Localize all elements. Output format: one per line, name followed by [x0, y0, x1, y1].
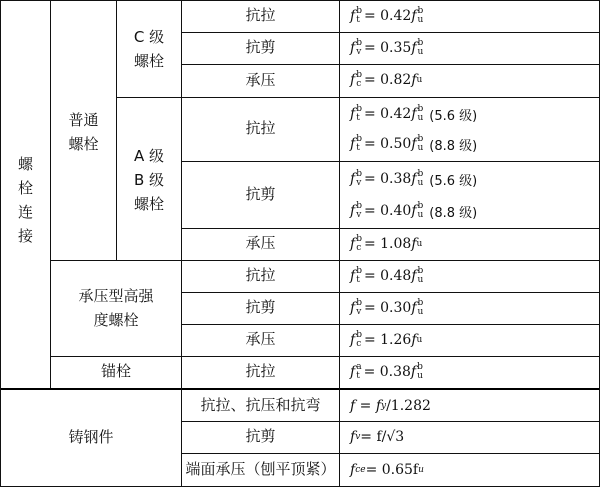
formula-cell: f b v = 0.40 f b u (8.8 级) — [350, 201, 478, 221]
ab-grade-bolt-label: A 级 B 级 螺栓 — [133, 147, 165, 213]
bolt-connection-label: 螺 栓 连 接 — [17, 155, 33, 245]
formula-cell: f b t = 0.48 f b u — [350, 266, 424, 285]
formula-cell: f b c = 1.08 f u — [350, 234, 423, 253]
type-cell: 抗剪 — [245, 38, 276, 57]
formula-cell: f b c = 1.26 f u — [350, 330, 423, 349]
type-cell: 抗拉 — [245, 119, 276, 138]
type-cell: 承压 — [245, 330, 276, 349]
type-cell: 抗拉 — [245, 266, 276, 285]
formula-cell: f a t = 0.38 f b u — [350, 362, 423, 381]
formula-cell: f b v = 0.30 f b u — [350, 298, 424, 317]
type-cell: 抗剪 — [245, 427, 276, 446]
type-cell: 抗拉 — [245, 362, 276, 381]
c-grade-bolt-label: C 级 螺栓 — [133, 28, 165, 70]
formula-cell: f = f y /1.282 — [350, 398, 431, 414]
type-cell: 抗拉 — [245, 6, 276, 25]
formula-cell: f b t = 0.42 f b u — [350, 6, 424, 25]
type-cell: 承压 — [245, 70, 276, 89]
type-cell: 抗剪 — [245, 298, 276, 317]
ordinary-bolt-label: 普通 螺栓 — [68, 111, 99, 153]
formula-cell: f b v = 0.38 f b u (5.6 级) — [350, 169, 478, 189]
type-cell: 抗剪 — [245, 184, 276, 203]
formula-cell: f v = f/√3 — [350, 429, 405, 445]
formula-cell: f b v = 0.35 f b u — [350, 38, 424, 57]
formula-cell: f b t = 0.50 f b u (8.8 级) — [350, 134, 478, 154]
type-cell: 承压 — [245, 234, 276, 253]
bearing-high-strength-bolt-label: 承压型高强 度螺栓 — [78, 287, 154, 329]
anchor-bolt-label: 锚栓 — [100, 362, 131, 381]
formula-cell: f b c = 0.82 f u — [350, 70, 423, 89]
formula-cell: f ce = 0.65f u — [350, 462, 424, 478]
cast-steel-label: 铸钢件 — [68, 428, 114, 447]
type-cell: 端面承压（刨平顶紧） — [185, 459, 336, 478]
formula-cell: f b t = 0.42 f b u (5.6 级) — [350, 104, 478, 124]
type-cell: 抗拉、抗压和抗弯 — [200, 395, 321, 414]
